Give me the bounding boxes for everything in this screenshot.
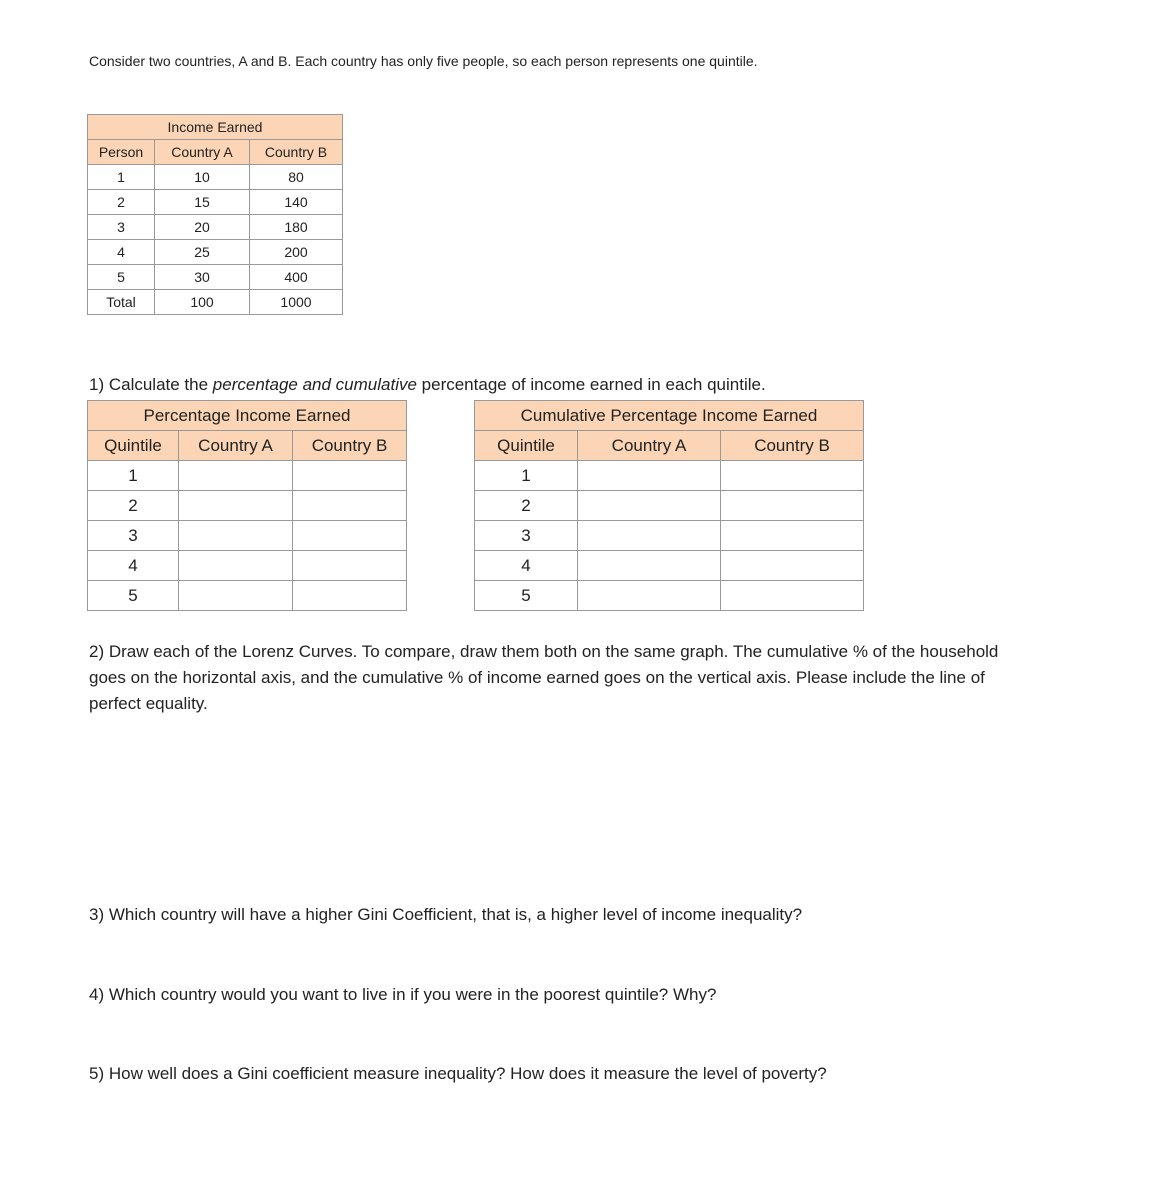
table-row [88,581,407,611]
cumulative-header-quintile: Quintile [475,431,578,461]
cell-quintile: 3 [88,521,179,551]
table-row [88,265,343,290]
cell-country-a [578,461,721,491]
question-5: 5) How well does a Gini coefficient measure inequality? How does it measure the level of poverty? [89,1064,827,1083]
cell-country-a: 100 [155,290,250,315]
table-row-total [88,290,343,315]
cell-quintile: 5 [475,581,578,611]
income-table [87,114,343,315]
cell-quintile: 1 [88,461,179,491]
cell-quintile: 5 [88,581,179,611]
cell-person: 1 [88,165,155,190]
cell-country-a: 30 [155,265,250,290]
table-row [88,491,407,521]
cell-country-b: 80 [250,165,343,190]
income-header-person: Person [88,140,155,165]
question-4: 4) Which country would you want to live in if you were in the poorest quintile? Why? [89,985,717,1004]
cell-country-b [293,551,407,581]
cell-country-b: 140 [250,190,343,215]
cell-country-b: 400 [250,265,343,290]
cell-person: 4 [88,240,155,265]
cell-country-a [179,521,293,551]
cell-quintile: 3 [475,521,578,551]
table-row [88,461,407,491]
percentage-header-country-b: Country B [293,431,407,461]
cell-country-a [578,581,721,611]
cell-quintile: 1 [475,461,578,491]
question-3: 3) Which country will have a higher Gini Coefficient, that is, a higher level of income inequality? [89,905,803,924]
table-row [475,521,864,551]
percentage-group-header: Percentage Income Earned [88,401,407,431]
cell-quintile: 2 [88,491,179,521]
income-header-country-b: Country B [250,140,343,165]
cumulative-header-country-a: Country A [578,431,721,461]
percentage-header-country-a: Country A [179,431,293,461]
cell-person: 5 [88,265,155,290]
cell-country-b: 180 [250,215,343,240]
table-row [475,491,864,521]
cell-country-b [293,461,407,491]
income-header-country-a: Country A [155,140,250,165]
cell-country-a [179,581,293,611]
cell-country-a [179,461,293,491]
table-row [475,581,864,611]
cell-country-a: 25 [155,240,250,265]
intro-text: Consider two countries, A and B. Each country has only five people, so each person represents one quintile. [89,53,758,69]
table-row [88,165,343,190]
cell-country-b [721,551,864,581]
question-1-prefix: 1) Calculate the [89,375,213,394]
cell-country-b: 1000 [250,290,343,315]
question-2: 2) Draw each of the Lorenz Curves. To compare, draw them both on the same graph. The cumulative % of the household goes on the horizontal axis, and the cumulative % of income earned goes on the vertical axis. Please include the line of perfect equality. [89,642,999,713]
question-1-suffix: percentage of income earned in each quintile. [416,375,766,394]
table-row [88,215,343,240]
cell-country-b: 200 [250,240,343,265]
cell-country-a [179,551,293,581]
percentage-header-quintile: Quintile [88,431,179,461]
table-row [88,521,407,551]
cumulative-header-country-b: Country B [721,431,864,461]
table-row [475,551,864,581]
table-row [88,551,407,581]
cell-person: 3 [88,215,155,240]
cell-country-b [721,461,864,491]
cell-quintile: 4 [88,551,179,581]
cell-quintile: 2 [475,491,578,521]
cumulative-group-header: Cumulative Percentage Income Earned [475,401,864,431]
question-1 [89,372,1019,398]
cell-country-b [293,521,407,551]
cell-country-a: 15 [155,190,250,215]
cell-country-b [293,491,407,521]
cell-country-a [578,551,721,581]
cell-person: 2 [88,190,155,215]
cell-person: Total [88,290,155,315]
cumulative-table [474,400,864,611]
cell-country-a [578,521,721,551]
table-row [475,461,864,491]
cell-country-a [179,491,293,521]
cell-country-b [721,521,864,551]
income-group-header: Income Earned [88,115,343,140]
cell-country-a [578,491,721,521]
cell-country-b [721,581,864,611]
cell-country-b [721,491,864,521]
cell-country-a: 10 [155,165,250,190]
cell-country-a: 20 [155,215,250,240]
table-row [88,240,343,265]
percentage-table [87,400,407,611]
cell-country-b [293,581,407,611]
cell-quintile: 4 [475,551,578,581]
question-1-emphasis: percentage and cumulative [212,375,417,394]
table-row [88,190,343,215]
